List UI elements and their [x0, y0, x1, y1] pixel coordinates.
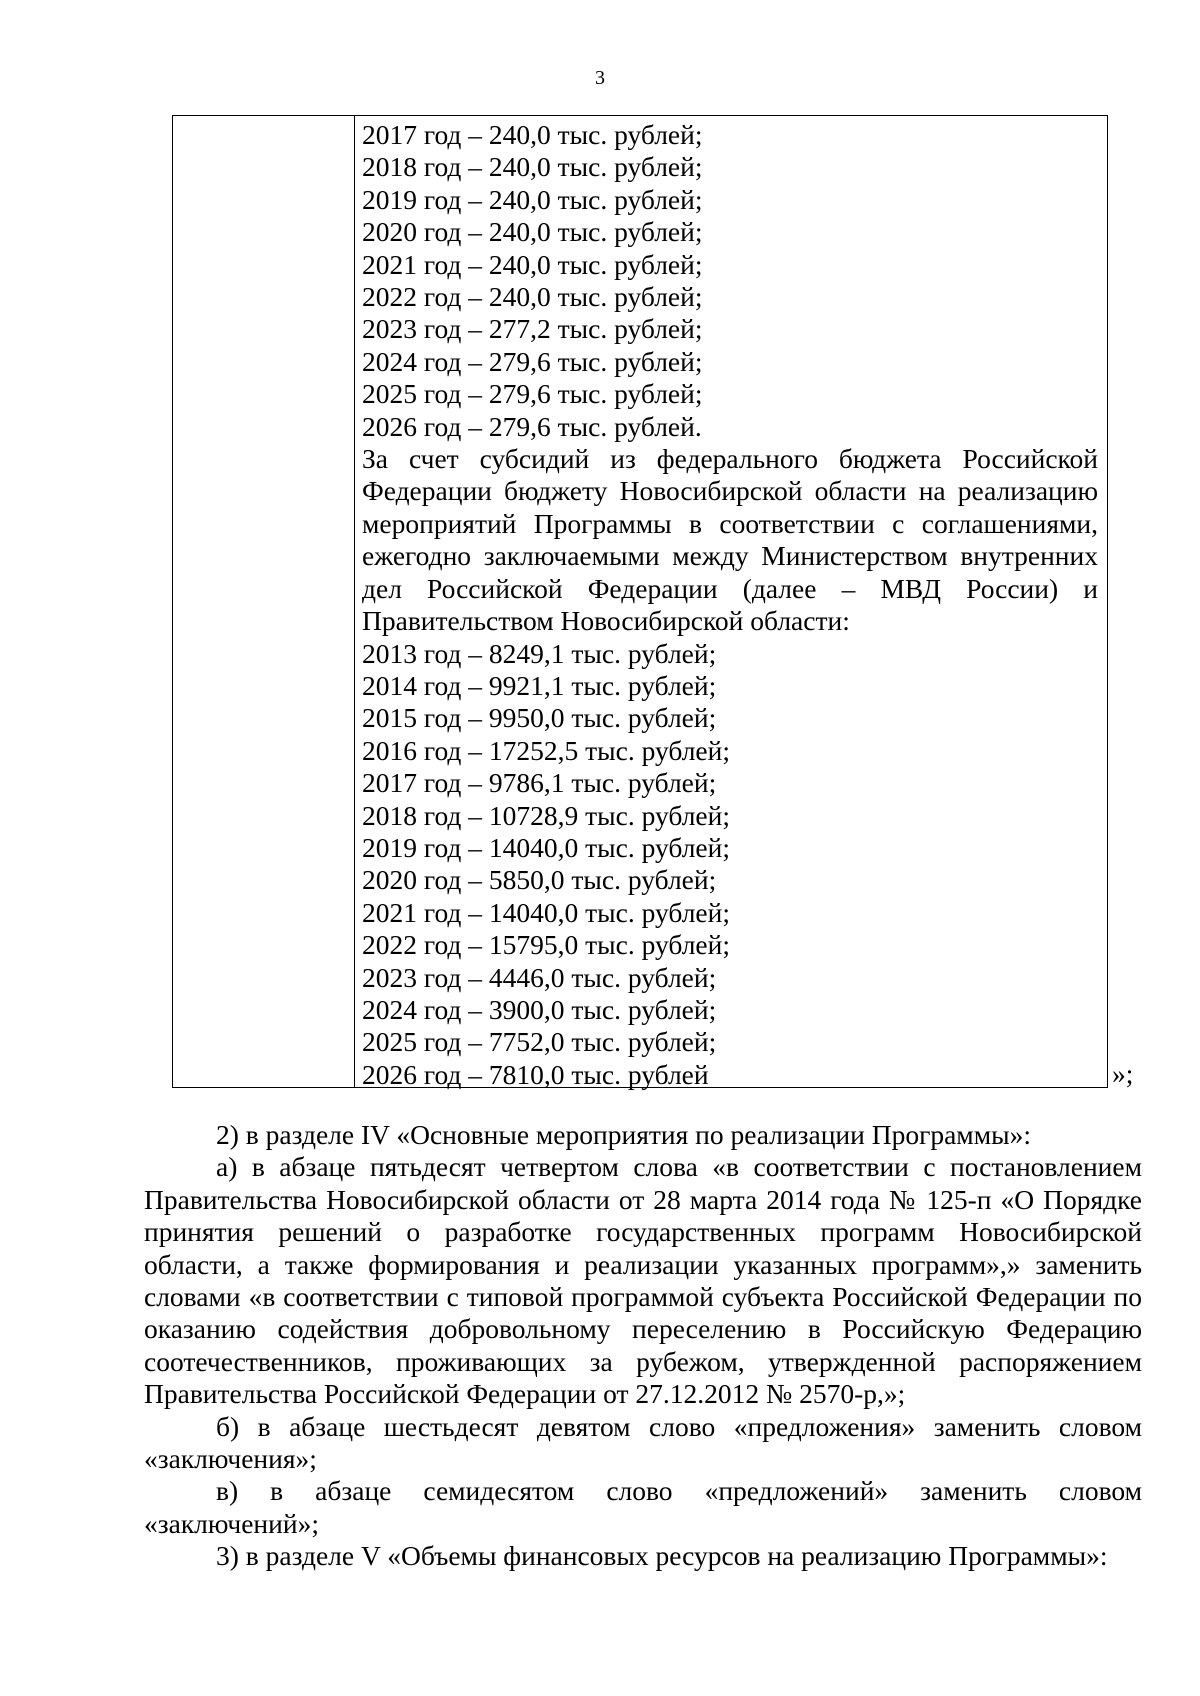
regional-funding-line: 2024 год – 279,6 тыс. рублей; [362, 345, 703, 377]
federal-funding-line: 2021 год – 14040,0 тыс. рублей; [362, 896, 730, 928]
federal-funding-line: 2024 год – 3900,0 тыс. рублей; [362, 993, 717, 1025]
federal-funding-line: 2013 год – 8249,1 тыс. рублей; [362, 637, 717, 669]
federal-funding-line: 2026 год – 7810,0 тыс. рублей [362, 1058, 709, 1090]
federal-funding-line: 2019 год – 14040,0 тыс. рублей; [362, 831, 730, 863]
federal-funding-line: 2020 год – 5850,0 тыс. рублей; [362, 864, 717, 896]
regional-funding-line: 2026 год – 279,6 тыс. рублей. [362, 410, 702, 442]
federal-funding-line: 2022 год – 15795,0 тыс. рублей; [362, 929, 730, 961]
table-right-cell [355, 116, 1107, 1090]
regional-funding-line: 2017 год – 240,0 тыс. рублей; [362, 119, 703, 150]
regional-funding-line: 2021 год – 240,0 тыс. рублей; [362, 248, 703, 280]
federal-funding-line: 2014 год – 9921,1 тыс. рублей; [362, 669, 717, 701]
federal-funding-line: 2015 год – 9950,0 тыс. рублей; [362, 702, 717, 734]
federal-funding-line: 2016 год – 17252,5 тыс. рублей; [362, 734, 730, 766]
table-left-cell [173, 116, 355, 1087]
page-number: 3 [595, 67, 605, 89]
regional-funding-line: 2022 год – 240,0 тыс. рублей; [362, 281, 703, 313]
amendment-subitem-b: б) в абзаце шестьдесят девятом слово «предложения» заменить словом «заключения»; [144, 1410, 1142, 1475]
amendment-subitem-a: а) в абзаце пятьдесят четвертом слова «в соответствии с постановлением Правительства Новосибирской области от 28 марта 2014 года № 125-п «О Порядке принятия решений о разработке государственных программ Новосибирской области, а также формирования и реализации указанных программ»,» заменить словами «в соответствии с типовой программой субъекта Российской Федерации по оказанию содействия добровольному переселению в Российскую Федерацию соотечественников, проживающих за рубежом, утвержденной распоряжением Правительства Российской Федерации от 27.12.2012 № 2570-р,»; [144, 1151, 1142, 1410]
regional-funding-line: 2025 год – 279,6 тыс. рублей; [362, 378, 703, 410]
funding-table [172, 115, 1108, 1088]
regional-funding-line: 2023 год – 277,2 тыс. рублей; [362, 313, 703, 345]
federal-funding-line: 2023 год – 4446,0 тыс. рублей; [362, 961, 717, 993]
amendment-text [144, 1119, 1142, 1573]
regional-funding-line: 2019 год – 240,0 тыс. рублей; [362, 183, 703, 215]
federal-funding-line: 2018 год – 10728,9 тыс. рублей; [362, 799, 730, 831]
federal-funding-line: 2025 год – 7752,0 тыс. рублей; [362, 1026, 717, 1058]
amendment-item-section-iv: 2) в разделе IV «Основные мероприятия по реализации Программы»: [216, 1119, 1031, 1150]
federal-funding-line: 2017 год – 9786,1 тыс. рублей; [362, 767, 717, 799]
regional-funding-line: 2018 год – 240,0 тыс. рублей; [362, 151, 703, 183]
amendment-subitem-c: в) в абзаце семидесятом слово «предложений» заменить словом «заключений»; [144, 1475, 1142, 1539]
federal-funding-intro: За счет субсидий из федерального бюджета Российской Федерации бюджету Новосибирской области на реализацию мероприятий Программы в соответствии с соглашениями, ежегодно заключаемыми между Министерством внутренних дел Российской Федерации (далее – МВД России) и Правительством Новосибирской области: [362, 443, 1098, 637]
amendment-item-section-v: 3) в разделе V «Объемы финансовых ресурсов на реализацию Программы»: [216, 1540, 1108, 1572]
regional-funding-line: 2020 год – 240,0 тыс. рублей; [362, 216, 703, 248]
table-closing-quote: »; [1112, 1058, 1134, 1089]
